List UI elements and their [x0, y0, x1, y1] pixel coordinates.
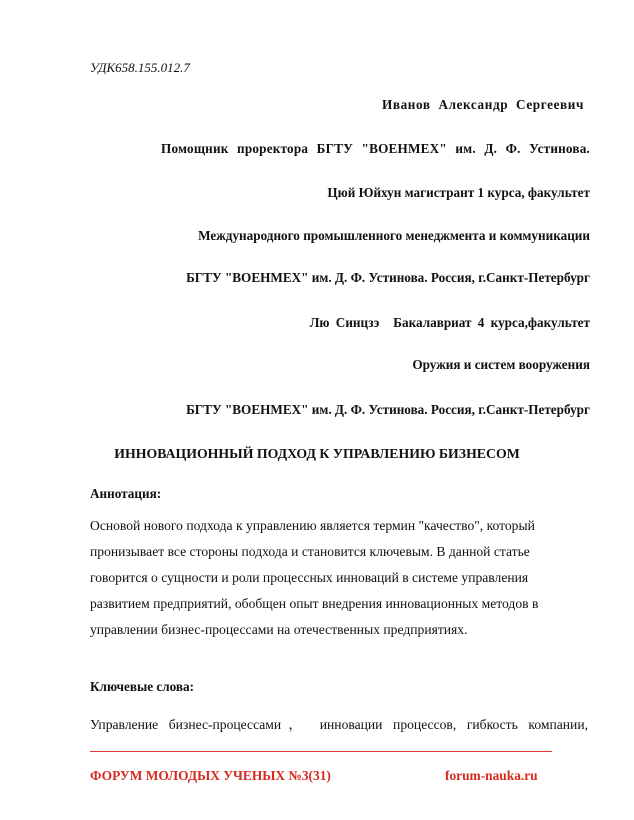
keywords-heading: Ключевые слова: [90, 679, 195, 694]
keywords-text: Управление бизнес-процессами， инновации процессов, гибкость компании, [90, 717, 588, 732]
author-qu-faculty: Международного промышленного менеджмента и коммуникации [198, 228, 590, 243]
author-liu-line [310, 315, 590, 331]
author-ivanov-position: Помощник проректора БГТУ "ВОЕНМЕХ" им. Д. Ф. Устинова. [161, 141, 590, 156]
annotation-line: говорится о сущности и роли процессных инноваций в системе управления [90, 570, 529, 585]
annotation-line: управлении бизнес-процессами на отечественных предприятиях. [90, 622, 468, 637]
author-liu-name: Лю Синцзэ [309, 315, 380, 330]
annotation-line: развитием предприятий, обобщен опыт внедрения инновационных методов в [90, 596, 539, 611]
footer-divider [90, 751, 552, 752]
author-ivanov-name: Иванов Александр Сергеевич [382, 97, 584, 112]
annotation-line: пронизывает все стороны подхода и становится ключевым. В данной статье [90, 544, 530, 559]
author-qu-affiliation: БГТУ "ВОЕНМЕХ" им. Д. Ф. Устинова. Россия, г.Санкт-Петербург [186, 270, 590, 285]
author-qu-name-position: Цюй Юйхун магистрант 1 курса, факультет [327, 185, 590, 200]
footer-site-link[interactable]: forum-nauka.ru [445, 768, 538, 783]
author-liu-position: Бакалавриат 4 курса,факультет [393, 315, 590, 330]
annotation-line: Основой нового подхода к управлению является термин "качество", который [90, 518, 535, 533]
author-liu-affiliation: БГТУ "ВОЕНМЕХ" им. Д. Ф. Устинова. Россия, г.Санкт-Петербург [186, 402, 590, 417]
footer-journal-name: ФОРУМ МОЛОДЫХ УЧЕНЫХ №3(31) [90, 768, 331, 783]
author-liu-faculty: Оружия и систем вооружения [412, 357, 590, 372]
annotation-heading: Аннотация: [90, 486, 162, 501]
udk-code: УДК658.155.012.7 [90, 60, 190, 75]
annotation-text [90, 513, 570, 643]
article-title: ИННОВАЦИОННЫЙ ПОДХОД К УПРАВЛЕНИЮ БИЗНЕСОМ [114, 446, 520, 461]
